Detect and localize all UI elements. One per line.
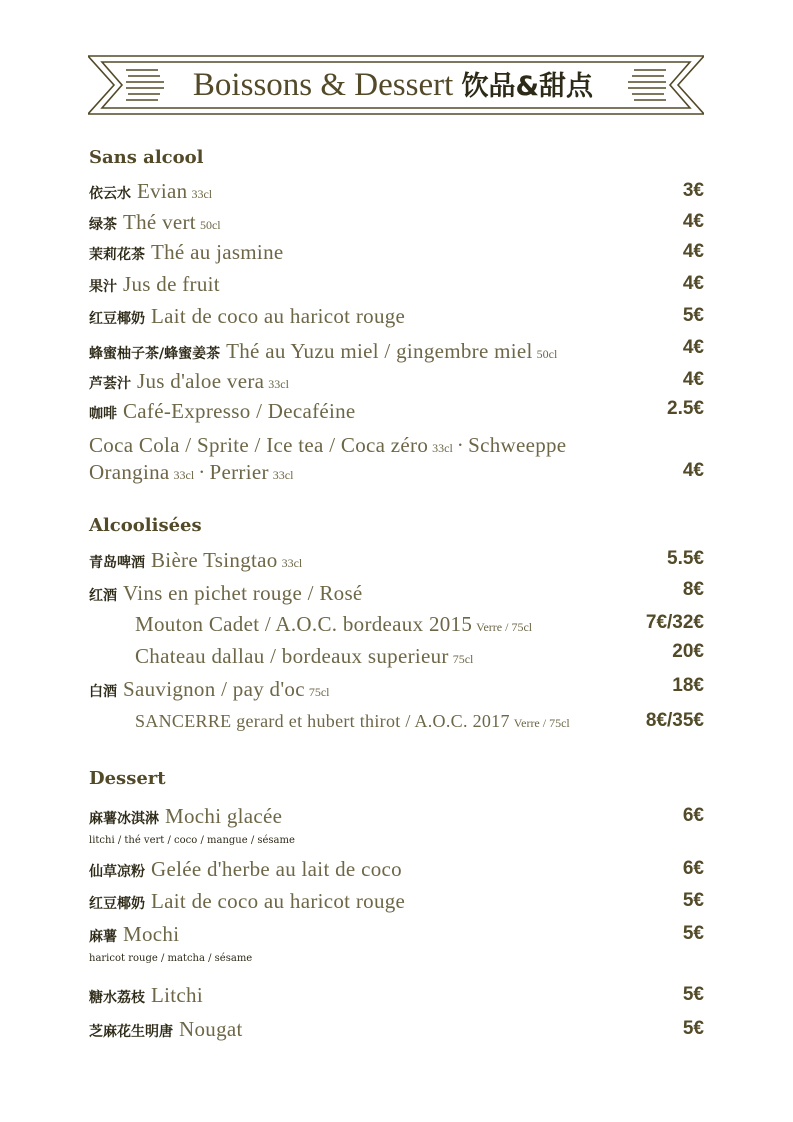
item-price: 8€: [682, 579, 704, 600]
item-name-cn: 红酒: [89, 588, 117, 604]
item-volume: 50cl: [536, 347, 558, 361]
section-title-alcoolisees: Alcoolisées: [89, 515, 202, 536]
menu-item-nougat: [89, 1016, 243, 1042]
menu-item-mouton-cadet: [135, 611, 532, 637]
item-name-fr: Sauvignon / pay d'oc: [123, 677, 305, 701]
item-name-fr: Evian: [137, 179, 188, 203]
menu-item-the-jasmine: [89, 239, 284, 265]
page-title-cn: 饮品&甜点: [461, 71, 594, 102]
item-price: 4€: [682, 241, 704, 262]
item-name-fr: Lait de coco au haricot rouge: [151, 889, 406, 913]
item-name-cn: 蜂蜜柚子茶/蜂蜜姜茶: [89, 346, 221, 362]
menu-item-lait-coco-dessert: [89, 888, 405, 914]
item-name-fr: Gelée d'herbe au lait de coco: [151, 857, 402, 881]
item-name-fr: Jus de fruit: [123, 272, 220, 296]
item-name-fr: Mouton Cadet / A.O.C. bordeaux 2015: [135, 612, 473, 636]
item-price: 4€: [682, 273, 704, 294]
item-name-cn: 依云水: [89, 186, 131, 202]
item-volume: 75cl: [452, 652, 474, 666]
item-flavors-note: haricot rouge / matcha / sésame: [89, 953, 253, 964]
item-name-fr: Mochi: [123, 922, 180, 946]
menu-item-chateau-dallau: [135, 643, 473, 669]
item-price: 4€: [682, 337, 704, 358]
item-name-fr: Thé au Yuzu miel / gingembre miel: [226, 339, 533, 363]
menu-item-mochi-glacee: [89, 803, 282, 829]
item-price: 7€/32€: [645, 612, 704, 633]
item-name-fr: Litchi: [151, 983, 203, 1007]
item-name-cn: 咖啡: [89, 406, 117, 422]
item-name-cn: 红豆椰奶: [89, 311, 145, 327]
menu-item-aloe-vera: [89, 368, 289, 394]
item-price: 8€/35€: [645, 710, 704, 731]
menu-item-soft-drinks-line2: [89, 459, 293, 485]
item-name-cn: 青岛啤酒: [89, 555, 145, 571]
section-title-sans-alcool: Sans alcool: [89, 147, 204, 168]
item-price: 4€: [682, 369, 704, 390]
header-banner: [88, 52, 704, 118]
item-name-fr: Thé vert: [123, 210, 196, 234]
item-volume: 33cl: [173, 468, 195, 482]
item-price: 5.5€: [667, 548, 704, 569]
item-name-cn: 芦荟汁: [89, 376, 131, 392]
item-name-cn: 红豆椰奶: [89, 896, 145, 912]
menu-item-the-yuzu: [89, 338, 557, 364]
menu-item-tsingtao: [89, 547, 302, 573]
item-name-cn: 麻薯: [89, 929, 117, 945]
item-volume: 33cl: [432, 441, 453, 455]
menu-item-soft-drinks-line1: [89, 432, 566, 458]
item-price: 3€: [682, 180, 704, 201]
item-volume: 33cl: [268, 377, 289, 391]
item-name-fr: Thé au jasmine: [151, 240, 284, 264]
section-title-dessert: Dessert: [89, 768, 166, 789]
item-name-cn: 芝麻花生明唐: [89, 1024, 173, 1040]
item-price: 5€: [682, 1018, 704, 1039]
item-volume: 50cl: [199, 218, 221, 232]
item-name-fr: Chateau dallau / bordeaux superieur: [135, 644, 449, 668]
menu-item-mochi: [89, 921, 179, 947]
menu-item-litchi: [89, 982, 203, 1008]
item-price: 18€: [672, 675, 704, 696]
item-name-fr: SANCERRE gerard et hubert thirot / A.O.C. 2017: [135, 711, 510, 731]
separator-dot: ·: [456, 433, 465, 457]
item-name-fr: Perrier: [209, 460, 269, 484]
page-title: [88, 66, 704, 106]
menu-item-evian: [89, 178, 212, 204]
item-name-fr: Lait de coco au haricot rouge: [151, 304, 406, 328]
item-price: 5€: [682, 923, 704, 944]
item-name-cn: 果汁: [89, 279, 117, 295]
menu-item-gelee-herbe: [89, 856, 402, 882]
item-price: 4€: [682, 460, 704, 481]
item-volume: 75cl: [308, 685, 330, 699]
item-price: 5€: [682, 890, 704, 911]
item-price: 2.5€: [667, 398, 704, 419]
item-name-fr: Nougat: [179, 1017, 243, 1041]
item-name-cn: 麻薯冰淇淋: [89, 811, 159, 827]
item-price: 5€: [682, 305, 704, 326]
item-volume: Verre / 75cl: [476, 620, 533, 634]
item-name-cn: 白酒: [89, 684, 117, 700]
menu-item-sancerre: [135, 708, 570, 734]
item-volume: 33cl: [281, 556, 303, 570]
item-price: 4€: [682, 211, 704, 232]
menu-item-lait-coco: [89, 303, 405, 329]
item-name-fr: Jus d'aloe vera: [137, 369, 265, 393]
item-price: 5€: [682, 984, 704, 1005]
menu-item-the-vert: [89, 209, 221, 235]
item-name-fr: Café-Expresso / Decaféine: [123, 399, 356, 423]
item-name-fr: Mochi glacée: [165, 804, 283, 828]
item-name-fr: Schweeppe: [468, 433, 567, 457]
item-volume: 33cl: [272, 468, 294, 482]
menu-item-vin-pichet: [89, 580, 363, 606]
item-name-fr: Vins en pichet rouge / Rosé: [123, 581, 363, 605]
item-name-fr: Orangina: [89, 460, 170, 484]
item-volume: Verre / 75cl: [513, 716, 570, 730]
item-name-fr: Bière Tsingtao: [151, 548, 278, 572]
item-name-fr: Coca Cola / Sprite / Ice tea / Coca zéro: [89, 433, 429, 457]
item-price: 6€: [682, 858, 704, 879]
item-volume: 33cl: [191, 187, 213, 201]
item-price: 20€: [672, 641, 704, 662]
page-title-fr: Boissons & Dessert: [192, 67, 454, 103]
menu-item-jus-de-fruit: [89, 271, 220, 297]
menu-item-cafe: [89, 398, 356, 424]
item-name-cn: 仙草凉粉: [89, 864, 145, 880]
menu-item-sauvignon: [89, 676, 330, 702]
item-name-cn: 茉莉花茶: [89, 247, 145, 263]
separator-dot: ·: [198, 460, 206, 484]
item-name-cn: 绿茶: [89, 217, 117, 233]
item-price: 6€: [682, 805, 704, 826]
item-name-cn: 糖水荔枝: [89, 990, 145, 1006]
item-flavors-note: litchi / thé vert / coco / mangue / sésame: [89, 835, 295, 846]
